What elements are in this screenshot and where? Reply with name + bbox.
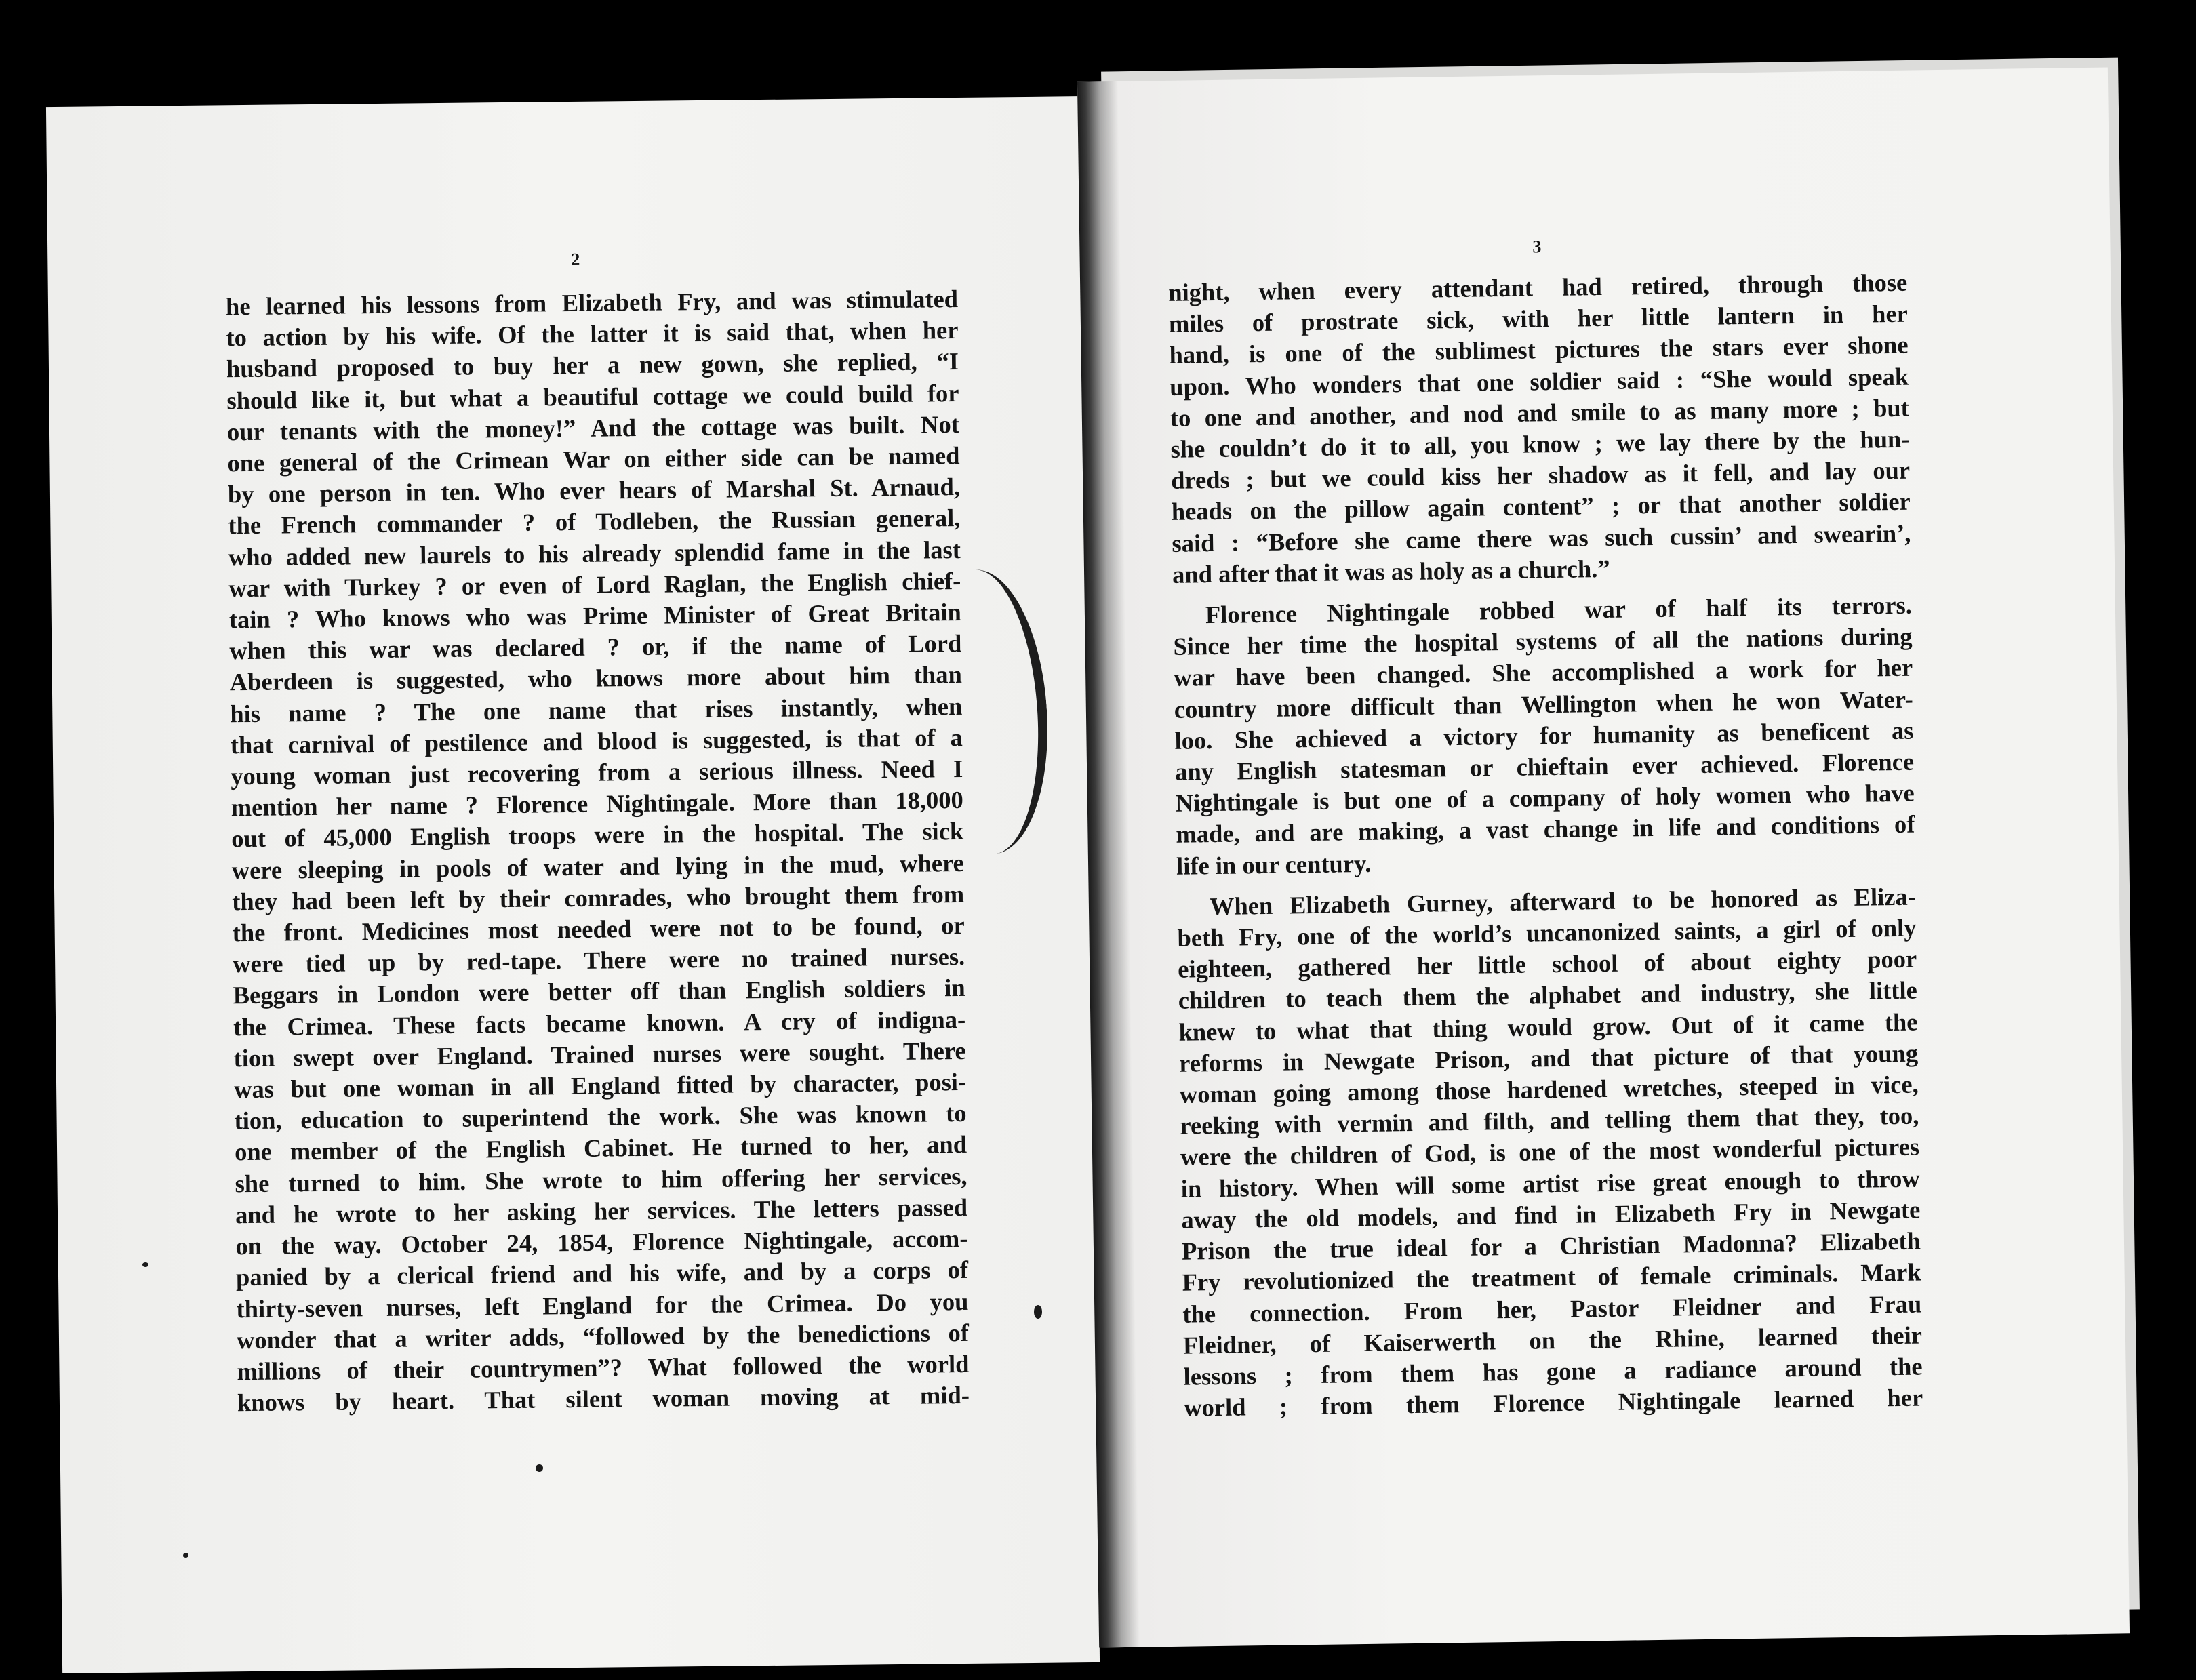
text-line: tain ? Who knows who was Prime Minister of Great Britain [228, 598, 962, 634]
text-line: the front. Medicines most needed were not to be found, or [232, 911, 965, 947]
text-line: Prison the true ideal for a Christian Madonna? Elizabeth [1181, 1226, 1921, 1265]
text-line: knows by heart. That silent woman moving at mid- [237, 1381, 970, 1417]
text-line: dreds ; but we could kiss her shadow as it fell, and lay our [1170, 456, 1911, 495]
text-line: and he wrote to her asking her services. The letters passed [235, 1193, 968, 1229]
text-line: Beggars in London were better off than English soldiers in [233, 974, 965, 1009]
text-line: Fry revolutionized the treatment of female criminals. Mark [1182, 1258, 1921, 1297]
left-page [46, 96, 1100, 1673]
text-line: the French commander ? of Todleben, the Russian general, [228, 504, 961, 540]
page-number-right: 3 [1532, 237, 1542, 257]
text-line: millions of their countrymen”? What followed the world [237, 1349, 970, 1386]
text-line: night, when every attendant had retired, through those [1168, 268, 1908, 306]
text-line: the connection. From her, Pastor Fleidner and Frau [1182, 1289, 1922, 1328]
right-page-text [1168, 267, 1923, 1424]
text-line: she turned to him. She wrote to him offering her services, [235, 1161, 967, 1197]
text-line: were sleeping in pools of water and lying in the mud, where [231, 848, 964, 884]
text-line: the Crimea. These facts became known. A cry of indigna- [233, 1005, 966, 1041]
text-line: husband proposed to buy her a new gown, she replied, “I [226, 347, 959, 383]
text-line: beth Fry, one of the world’s uncanonized saints, a girl of only [1177, 913, 1917, 952]
text-line: Fleidner, of Kaiserwerth on the Rhine, learned their [1182, 1321, 1923, 1359]
text-line: should like it, but what a beautiful cottage we could build for [226, 378, 959, 414]
text-line: he learned his lessons from Elizabeth Fry, and was stimulated [225, 285, 959, 321]
ink-speck [536, 1464, 543, 1472]
text-line: upon. Who wonders that one soldier said : “She would speak [1169, 362, 1909, 401]
text-line: to action by his wife. Of the latter it is said that, when her [226, 316, 959, 352]
text-line: eighteen, gathered her little school of about eighty poor [1177, 944, 1917, 984]
text-line: by one person in ten. Who ever hears of Marshal St. Arnaud, [227, 473, 961, 508]
text-line: miles of prostrate sick, with her little lantern in her [1168, 299, 1909, 338]
text-line: tion, education to superintend the work. She was known to [234, 1099, 967, 1135]
text-line: world ; from them Florence Nightingale learned her [1183, 1383, 1923, 1422]
text-line: woman going among those hardened wretches, steeped in vice, [1179, 1070, 1919, 1108]
text-line: who added new laurels to his already splendid fame in the last [228, 535, 961, 571]
text-line: reeking with vermin and filth, and telling them that they, too, [1180, 1101, 1919, 1140]
text-line: war with Turkey ? or even of Lord Raglan, the English chief- [228, 566, 961, 603]
text-line: life in our century. [1176, 849, 1372, 880]
text-line: children to teach them the alphabet and industry, she little [1178, 976, 1918, 1015]
left-page-text [226, 283, 970, 1419]
text-line: in history. When will some artist rise great enough to throw [1180, 1164, 1920, 1203]
text-line: tion swept over England. Trained nurses were sought. There [233, 1036, 966, 1073]
text-line: away the old models, and find in Elizabeth Fry in Newgate [1181, 1195, 1921, 1234]
text-line: lessons ; from them has gone a radiance around the [1183, 1352, 1923, 1391]
ink-speck [1034, 1305, 1042, 1319]
text-line: knew to what that thing would grow. Out of it came the [1178, 1007, 1918, 1046]
text-line: made, and are making, a vast change in life and conditions of [1176, 810, 1915, 849]
text-line: mention her name ? Florence Nightingale. More than 18,000 [231, 786, 963, 822]
text-line: Aberdeen is suggested, who knows more about him than [229, 660, 962, 696]
text-line: any English statesman or chieftain ever achieved. Florence [1174, 747, 1915, 786]
text-line: to one and another, and nod and smile to as many more ; but [1170, 393, 1910, 432]
ink-speck [183, 1553, 188, 1558]
text-line: thirty-seven nurses, left England for the Crimea. Do you [236, 1287, 969, 1323]
text-line: heads on the pillow again content” ; or that another soldier [1171, 487, 1911, 526]
text-line: she couldn’t do it to all, you know ; we lay there by the hun- [1170, 424, 1910, 463]
text-line: panied by a clerical friend and his wife, and by a corps of [235, 1256, 969, 1292]
text-line: Florence Nightingale robbed war of half its terrors. [1205, 591, 1913, 629]
text-line: out of 45,000 English troops were in the hospital. The sick [231, 817, 964, 853]
paragraph [1177, 881, 1923, 1424]
text-line: war have been changed. She accomplished a work for her [1173, 654, 1913, 692]
text-line: they had been left by their comrades, who brought them from [232, 879, 965, 916]
text-line: hand, is one of the sublimest pictures the stars ever shone [1169, 331, 1909, 369]
text-line: one member of the English Cabinet. He turned to her, and [234, 1130, 967, 1166]
paragraph [1168, 267, 1911, 591]
text-line: When Elizabeth Gurney, afterward to be honored as Eliza- [1209, 882, 1917, 920]
text-line: said : “Before she came there was such cussin’ and swearin’, [1172, 519, 1911, 557]
text-line: when this war was declared ? or, if the name of Lord [229, 629, 962, 665]
text-line: wonder that a writer adds, “followed by the benedictions of [236, 1318, 970, 1354]
text-line: and after that it was as holy as a church.” [1172, 554, 1610, 588]
text-line: our tenants with the money!” And the cottage was built. Not [226, 409, 960, 446]
text-line: his name ? The one name that rises instantly, when [230, 692, 963, 727]
text-line: Since her time the hospital systems of all the nations during [1173, 622, 1913, 661]
text-line: Nightingale is but one of a company of holy women who have [1175, 778, 1915, 818]
text-line: young woman just recovering from a serious illness. Need I [231, 755, 963, 791]
text-line: was but one woman in all England fitted by character, posi- [233, 1068, 967, 1104]
text-line: one general of the Crimean War on either side can be named [227, 441, 960, 477]
text-line: were tied up by red-tape. There were no trained nurses. [232, 942, 965, 978]
paragraph [1173, 590, 1916, 882]
text-line: reforms in Newgate Prison, and that picture of that young [1178, 1039, 1919, 1077]
text-line: loo. She achieved a victory for humanity as beneficent as [1174, 716, 1914, 755]
page-number-left: 2 [571, 249, 580, 269]
ink-speck [142, 1262, 148, 1267]
text-line: were the children of God, is one of the most wonderful pictures [1180, 1133, 1920, 1172]
text-line: country more difficult than Wellington when he won Water- [1174, 685, 1914, 723]
right-page [1077, 68, 2130, 1648]
text-line: on the way. October 24, 1854, Florence Nightingale, accom- [235, 1224, 968, 1260]
text-line: that carnival of pestilence and blood is suggested, is that of a [230, 723, 963, 759]
